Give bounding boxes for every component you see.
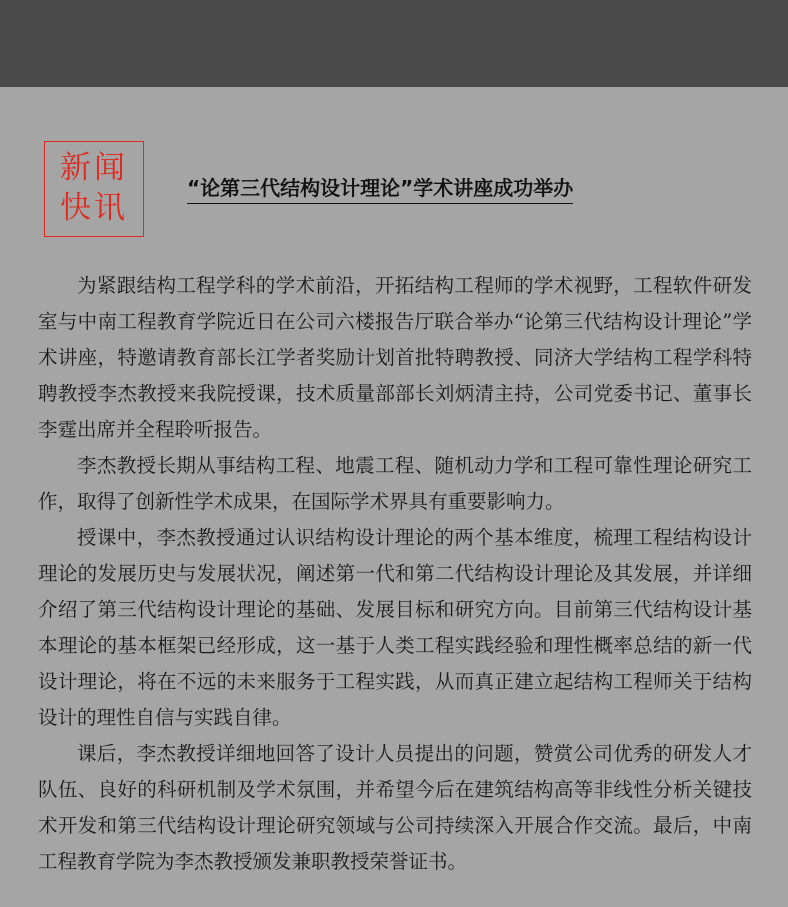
paragraph-4: 课后，李杰教授详细地回答了设计人员提出的问题，赞赏公司优秀的研发人才队伍、良好的科研机制及学术氛围，并希望今后在建筑结构高等非线性分析关键技术开发和第三代结构设计理论研究领域与公司持续深入开展合作交流。最后，中南工程教育学院为李杰教授颁发兼职教授荣誉证书。: [38, 742, 752, 873]
badge-line-1: 新闻: [60, 150, 128, 186]
paragraph-3: 授课中，李杰教授通过认识结构设计理论的两个基本维度，梳理工程结构设计理论的发展历史与发展状况，阐述第一代和第二代结构设计理论及其发展，并详细介绍了第三代结构设计理论的基础、发展目标和研究方向。目前第三代结构设计基本理论的基本框架已经形成，这一基于人类工程实践经验和理性概率总结的新一代设计理论，将在不远的未来服务于工程实践，从而真正建立起结构工程师关于结构设计的理性自信与实践自律。: [38, 526, 752, 729]
paragraph-2: 李杰教授长期从事结构工程、地震工程、随机动力学和工程可靠性理论研究工作，取得了创新性学术成果，在国际学术界具有重要影响力。: [38, 454, 752, 513]
paragraph-1: 为紧跟结构工程学科的学术前沿，开拓结构工程师的学术视野，工程软件研发室与中南工程教育学院近日在公司六楼报告厅联合举办“论第三代结构设计理论”学术讲座，特邀请教育部长江学者奖励计划首批特聘教授、同济大学结构工程学科特聘教授李杰教授来我院授课，技术质量部部长刘炳清主持，公司党委书记、董事长李霆出席并全程聆听报告。: [38, 274, 752, 441]
news-flash-badge: [44, 141, 144, 237]
badge-line-2: 快讯: [60, 190, 128, 226]
top-bar: [0, 0, 788, 87]
article-headline: “论第三代结构设计理论”学术讲座成功举办: [187, 175, 573, 204]
article-body: [38, 268, 752, 880]
